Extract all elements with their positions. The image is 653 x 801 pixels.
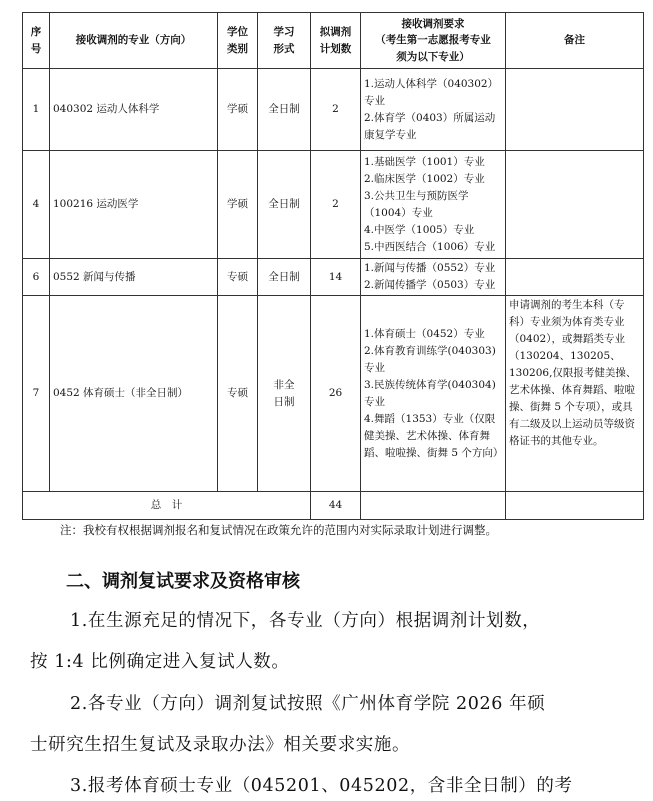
- cell-study: 非全日制: [258, 296, 311, 492]
- table-footnote: 注：我校有权根据调剂报名和复试情况在政策允许的范围内对实际录取计划进行调整。: [60, 523, 497, 537]
- cell-plan: 26: [311, 296, 361, 492]
- cell-requirements: [361, 296, 506, 492]
- cell-seq: 4: [23, 151, 50, 259]
- requirement-item: 3.民族传统体育学(040304)专业: [364, 378, 496, 408]
- cell-degree: 专硕: [218, 259, 258, 296]
- cell-requirements: [361, 151, 506, 259]
- table-row: [23, 296, 644, 492]
- cell-major: 040302 运动人体科学: [50, 69, 218, 151]
- cell-remark: 申请调剂的考生本科（专科）专业须为体育类专业（0402），或舞蹈类专业（130204、130205、130206,仅限报考健美操、艺术体操、体育舞蹈、啦啦操、街舞 5 个专项），或具有二级及以上运动员等级资格证书的其他专业。: [506, 296, 644, 492]
- cell-major: 0452 体育硕士（非全日制）: [50, 296, 218, 492]
- cell-plan: 2: [311, 151, 361, 259]
- requirement-item: 2.新闻传播学（0503）专业: [364, 279, 496, 291]
- requirement-item: 2.体育教育训练学(040303)专业: [364, 344, 496, 374]
- header-degree: 学位类别: [218, 13, 258, 69]
- cell-remark: [506, 151, 644, 259]
- cell-study: 全日制: [258, 259, 311, 296]
- paragraph-2-line-1: 2.各专业（方向）调剂复试按照《广州体育学院 2026 年硕: [70, 694, 546, 714]
- header-seq: 序号: [23, 13, 50, 69]
- paragraph-2-line-2: 士研究生招生复试及录取办法》相关要求实施。: [30, 735, 411, 755]
- total-empty-cell: [361, 492, 506, 520]
- header-plan: 拟调剂计划数: [311, 13, 361, 69]
- cell-requirements: [361, 69, 506, 151]
- header-major: 接收调剂的专业（方向）: [50, 13, 218, 69]
- table-row: [23, 259, 644, 296]
- total-value: 44: [311, 492, 361, 520]
- cell-seq: 6: [23, 259, 50, 296]
- cell-plan: 14: [311, 259, 361, 296]
- cell-major: 0552 新闻与传播: [50, 259, 218, 296]
- cell-degree: 学硕: [218, 151, 258, 259]
- table-row: [23, 151, 644, 259]
- table-header-row: [23, 13, 644, 69]
- cell-remark: [506, 259, 644, 296]
- table-row: [23, 69, 644, 151]
- requirement-item: 4.中医学（1005）专业: [364, 223, 475, 236]
- requirement-item: 1.体育硕士（0452）专业: [364, 327, 485, 340]
- requirement-item: 1.运动人体科学（040302）专业: [364, 77, 499, 107]
- cell-seq: 7: [23, 296, 50, 492]
- total-label: 总 计: [23, 492, 311, 520]
- cell-degree: 专硕: [218, 296, 258, 492]
- header-req-line-1: 接收调剂要求: [401, 18, 465, 31]
- cell-seq: 1: [23, 69, 50, 151]
- requirement-item: 2.临床医学（1002）专业: [364, 172, 485, 185]
- section-title: 二、调剂复试要求及资格审核: [66, 571, 300, 592]
- requirement-item: 2.体育学（0403）所属运动康复学专业: [364, 111, 496, 141]
- cell-study: 全日制: [258, 151, 311, 259]
- cell-study: 全日制: [258, 69, 311, 151]
- cell-degree: 学硕: [218, 69, 258, 151]
- requirement-item: 1.新闻与传播（0552）专业: [364, 262, 496, 274]
- header-study: 学习形式: [258, 13, 311, 69]
- requirement-item: 1.基础医学（1001）专业: [364, 155, 485, 168]
- header-remark: 备注: [506, 13, 644, 69]
- cell-remark: [506, 69, 644, 151]
- cell-major: 100216 运动医学: [50, 151, 218, 259]
- cell-plan: 2: [311, 69, 361, 151]
- requirement-item: 3.公共卫生与预防医学（1004）专业: [364, 189, 469, 219]
- requirement-item: 4.舞蹈（1353）专业（仅限健美操、艺术体操、体育舞蹈、啦啦操、街舞 5 个方向）: [364, 412, 504, 459]
- table-total-row: [23, 492, 644, 520]
- requirement-item: 5.中西医结合（1006）专业: [364, 240, 496, 253]
- header-requirements: [361, 13, 506, 69]
- paragraph-1-line-2: 按 1:4 比例确定进入复试人数。: [30, 652, 290, 672]
- adjustment-plan-table: [22, 12, 644, 520]
- header-req-line-2: （考生第一志愿报考专业: [375, 34, 491, 47]
- paragraph-3-line-1: 3.报考体育硕士专业（045201、045202，含非全日制）的考: [70, 776, 573, 796]
- cell-requirements: [361, 259, 506, 296]
- total-empty-cell: [506, 492, 644, 520]
- header-req-line-3: 须为以下专业）: [396, 50, 470, 63]
- paragraph-1-line-1: 1.在生源充足的情况下，各专业（方向）根据调剂计划数，: [70, 611, 541, 631]
